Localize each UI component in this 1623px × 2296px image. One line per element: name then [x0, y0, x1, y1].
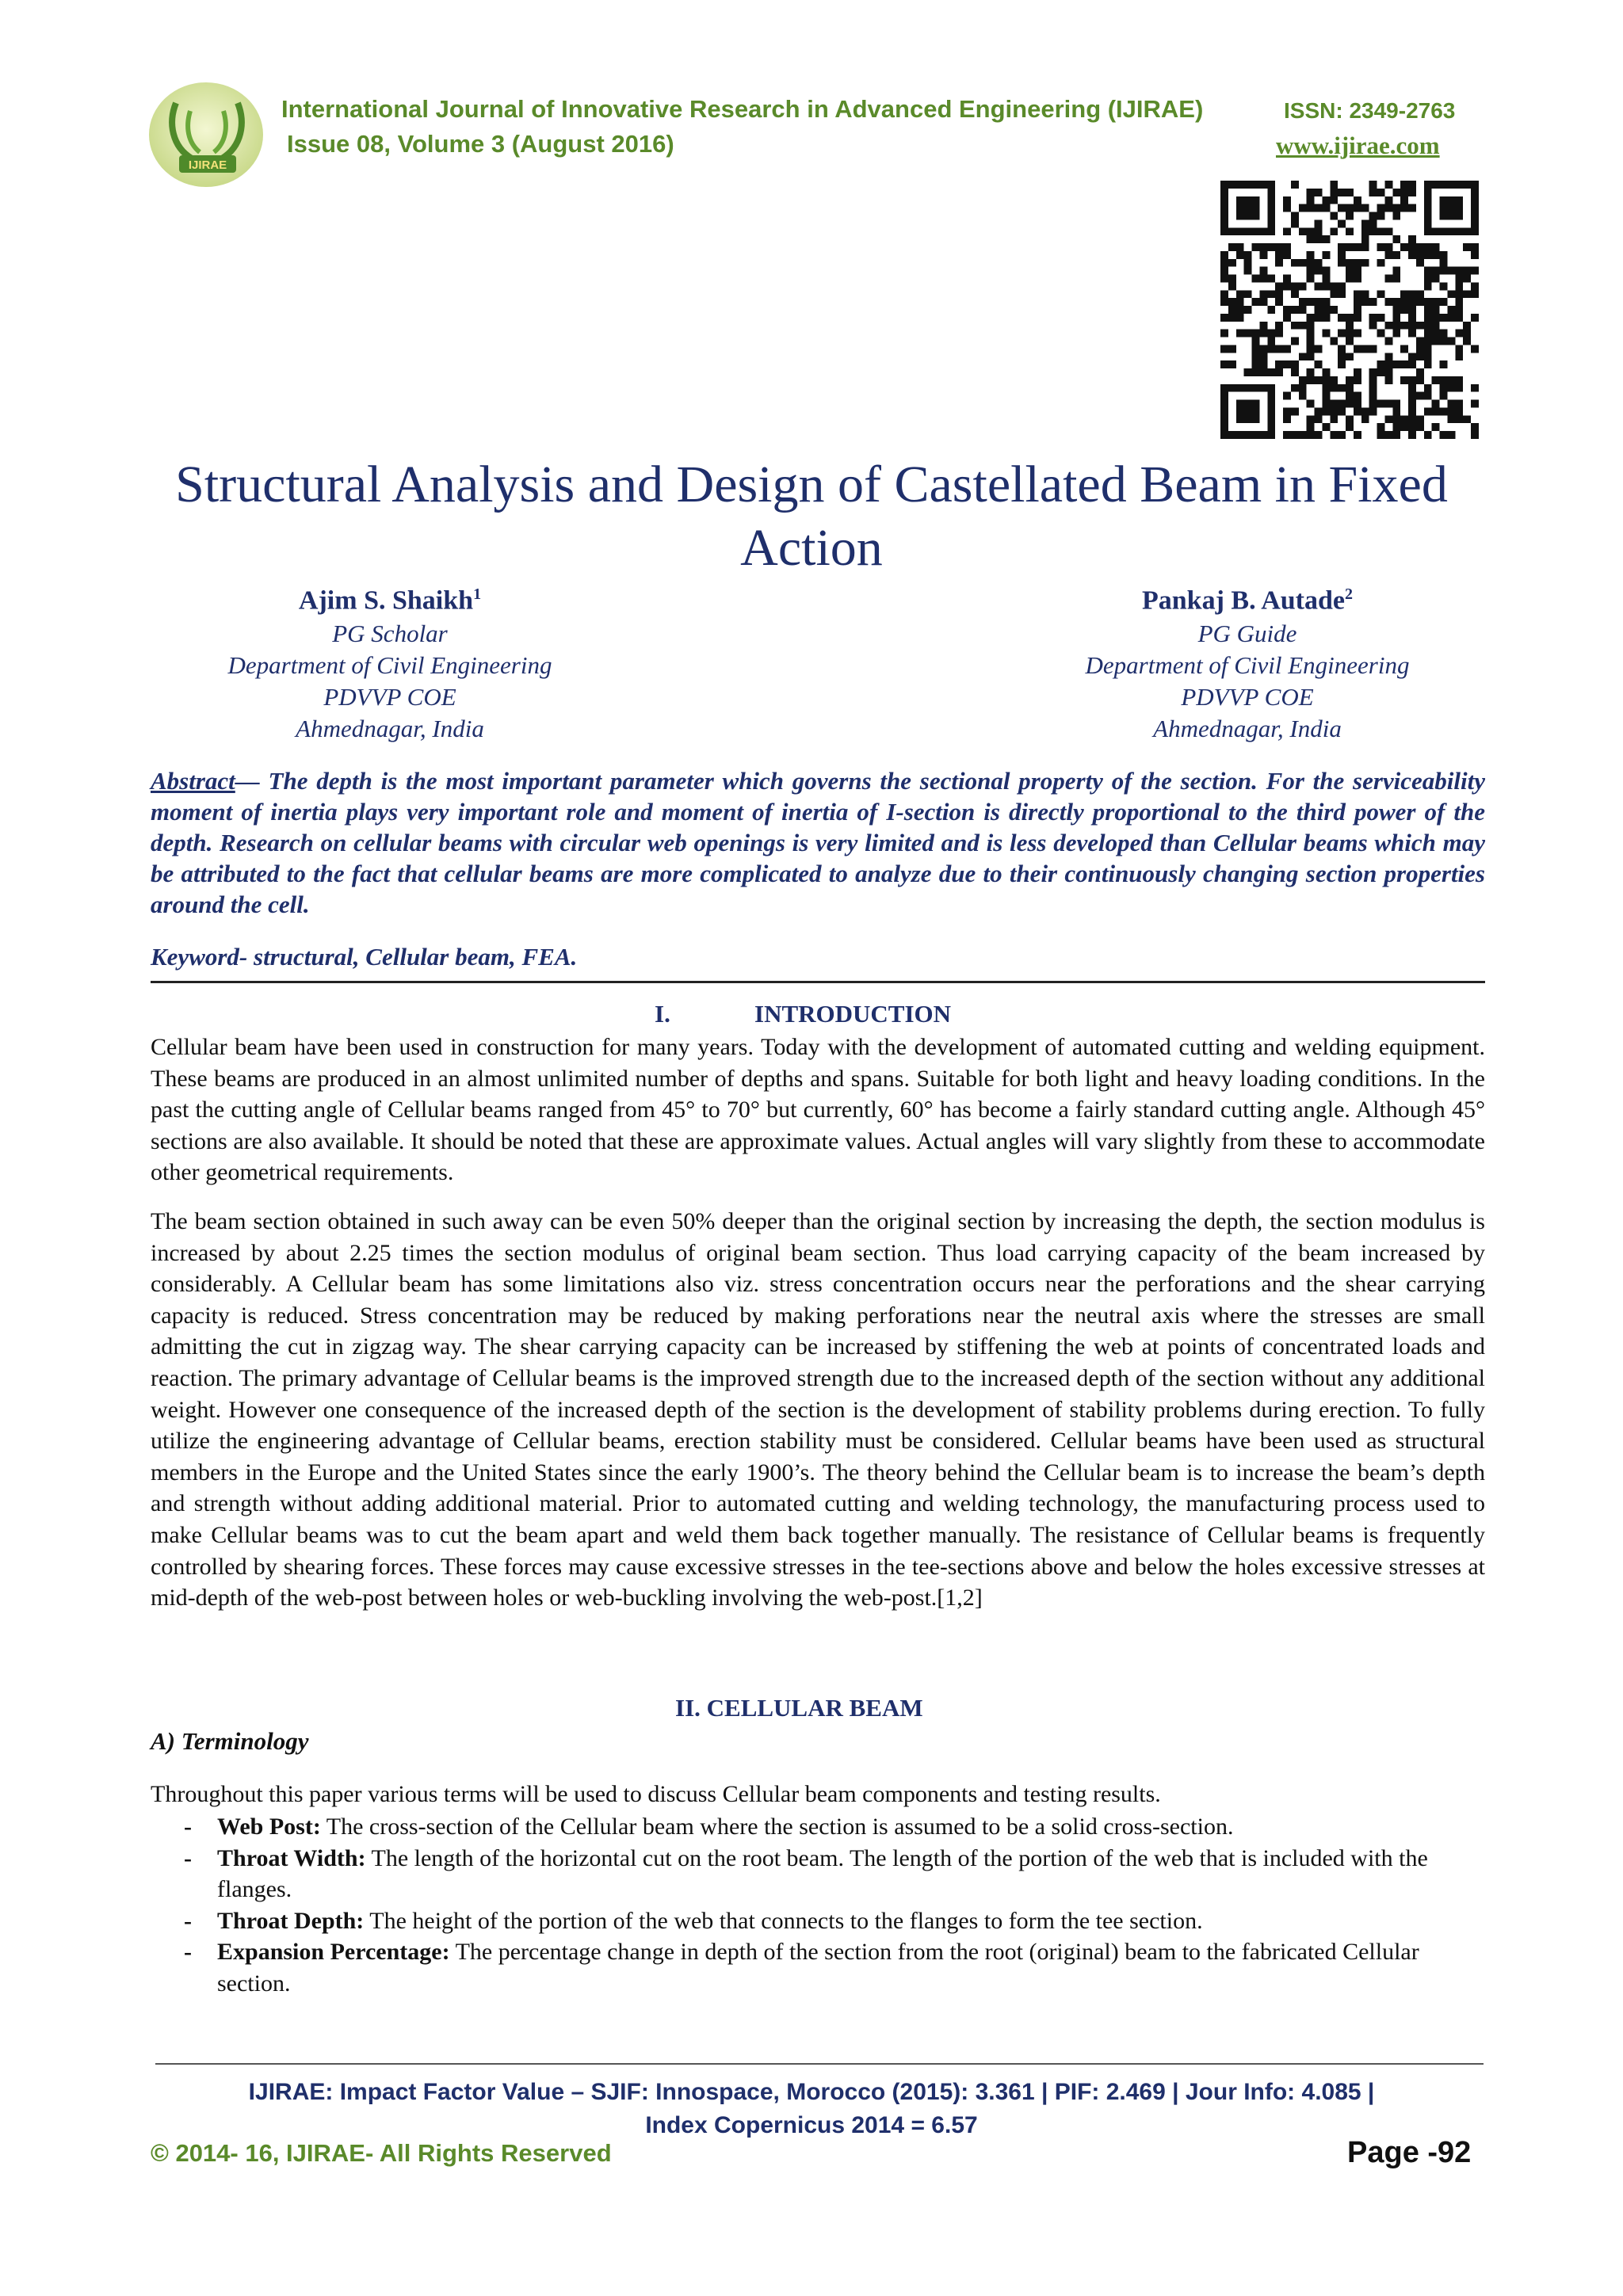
term-list: [184, 1811, 1452, 2000]
abstract-text: The depth is the most important parameter which governs the sectional property of the section. For the serviceability moment of inertia plays very important role and moment of inertia of I-section is directly proportional to the third power of the depth. Research on cellular beams with circular web openings is very limited and is less developed than Cellular beams which may be attributed to the fact that cellular beams are more complicated to analyze due to their continuously changing section properties around the cell.: [151, 767, 1485, 918]
paper-title: Structural Analysis and Design of Castellated Beam in Fixed Action: [175, 456, 1448, 577]
qr-code: [1220, 181, 1479, 439]
author-college: PDVVP COE: [1181, 683, 1314, 711]
section-heading: INTRODUCTION: [754, 1000, 952, 1028]
divider: [151, 981, 1485, 983]
author-role: PG Scholar: [332, 620, 448, 648]
journal-title: International Journal of Innovative Research in Advanced Engineering (IJIRAE): [281, 95, 1204, 123]
list-item: - Throat Width: The length of the horizontal cut on the root beam. The length of the portion of the web that is included with the flanges.: [184, 1844, 1428, 1903]
section-heading: II. CELLULAR BEAM: [675, 1694, 923, 1722]
footer-impact: IJIRAE: Impact Factor Value – SJIF: Innospace, Morocco (2015): 3.361 | PIF: 2.469 | Jour Info: 4.085 | Index Copernicus 2014 = 6.57: [248, 2079, 1375, 2138]
website-link[interactable]: www.ijirae.com: [1276, 132, 1440, 159]
author-location: Ahmednagar, India: [296, 715, 484, 743]
keywords: Keyword- structural, Cellular beam, FEA.: [151, 943, 578, 971]
paragraph: The beam section obtained in such away can be even 50% deeper than the original section by increasing the depth, the section modulus is increased by about 2.25 times the section modulus of original beam section. Thus load carrying capacity of the beam increased by considerably. A Cellular beam has some limitations also viz. stress concentration occurs near the perforations and the shear carrying capacity is reduced. Stress concentration may be reduced by making perforations near the neutral axis where the stresses are small admitting the cut in zigzag way. The shear carrying capacity can be increased by stiffening the web at points of concentrated loads and reaction. The primary advantage of Cellular beams is the improved strength due to the increased depth of the section without any additional weight. However one consequence of the increased depth of the section is the development of stability problems during erection. To fully utilize the engineering advantage of Cellular beams, erection stability must be considered. Cellular beams have been used as structural members in the Europe and the United States since the early 1900’s. The theory behind the Cellular beam is to increase the beam’s depth and strength without adding additional material. Prior to automated cutting and welding technology, the manufacturing process used to make Cellular beams was to cut the beam apart and weld them back together manually. The resistance of Cellular beams is frequently controlled by shearing forces. These forces may cause excessive stresses in the tee-sections above and below the holes excessive stresses at mid-depth of the web-post between holes or web-buckling involving the web-post.[1,2]: [151, 1208, 1485, 1611]
page-number: Page -92: [1347, 2136, 1472, 2169]
logo-text: IJIRAE: [188, 158, 227, 172]
author-name: Pankaj B. Autade$^2$: [1142, 585, 1353, 616]
abstract-label: Abstract: [151, 767, 235, 795]
abstract: [151, 765, 1485, 920]
paragraph: Cellular beam have been used in construction for many years. Today with the development of automated cutting and welding equipment. These beams are produced in an almost unlimited number of depths and spans. Suitable for both light and heavy loading conditions. In the past the cutting angle of Cellular beams ranged from 45° to 70° but currently, 60° has become a fairly standard cutting angle. Although 45° sections are also available. It should be noted that these are approximate values. Actual angles will vary slightly from these to accommodate other geometrical requirements.: [151, 1034, 1485, 1186]
section-number: I.: [655, 1000, 670, 1028]
ijirae-logo: [144, 79, 271, 190]
author-location: Ahmednagar, India: [1153, 715, 1342, 743]
copyright: © 2014- 16, IJIRAE- All Rights Reserved: [151, 2139, 612, 2167]
issn: ISSN: 2349-2763: [1284, 98, 1456, 123]
author-department: Department of Civil Engineering: [227, 651, 552, 680]
abstract-separator: —: [235, 767, 269, 795]
author-block-2: [994, 577, 1501, 745]
author-name: Ajim S. Shaikh$^1$: [298, 585, 482, 616]
author-role: PG Guide: [1197, 620, 1297, 648]
author-college: PDVVP COE: [323, 683, 456, 711]
paragraph: Throughout this paper various terms will be used to discuss Cellular beam components and testing results.: [151, 1781, 1161, 1807]
author-department: Department of Civil Engineering: [1085, 651, 1410, 680]
journal-issue: Issue 08, Volume 3 (August 2016): [287, 130, 674, 158]
list-item: - Expansion Percentage: The percentage change in depth of the section from the root (original) beam to the fabricated Cellular section.: [184, 1939, 1419, 1997]
list-item: - Web Post: The cross-section of the Cellular beam where the section is assumed to be a solid cross-section.: [184, 1814, 1234, 1840]
list-item: - Throat Depth: The height of the portion of the web that connects to the flanges to form the tee section.: [184, 1907, 1203, 1934]
subsection-heading: A) Terminology: [151, 1727, 309, 1755]
footer-divider: [155, 2063, 1484, 2065]
author-block-1: [136, 577, 643, 745]
